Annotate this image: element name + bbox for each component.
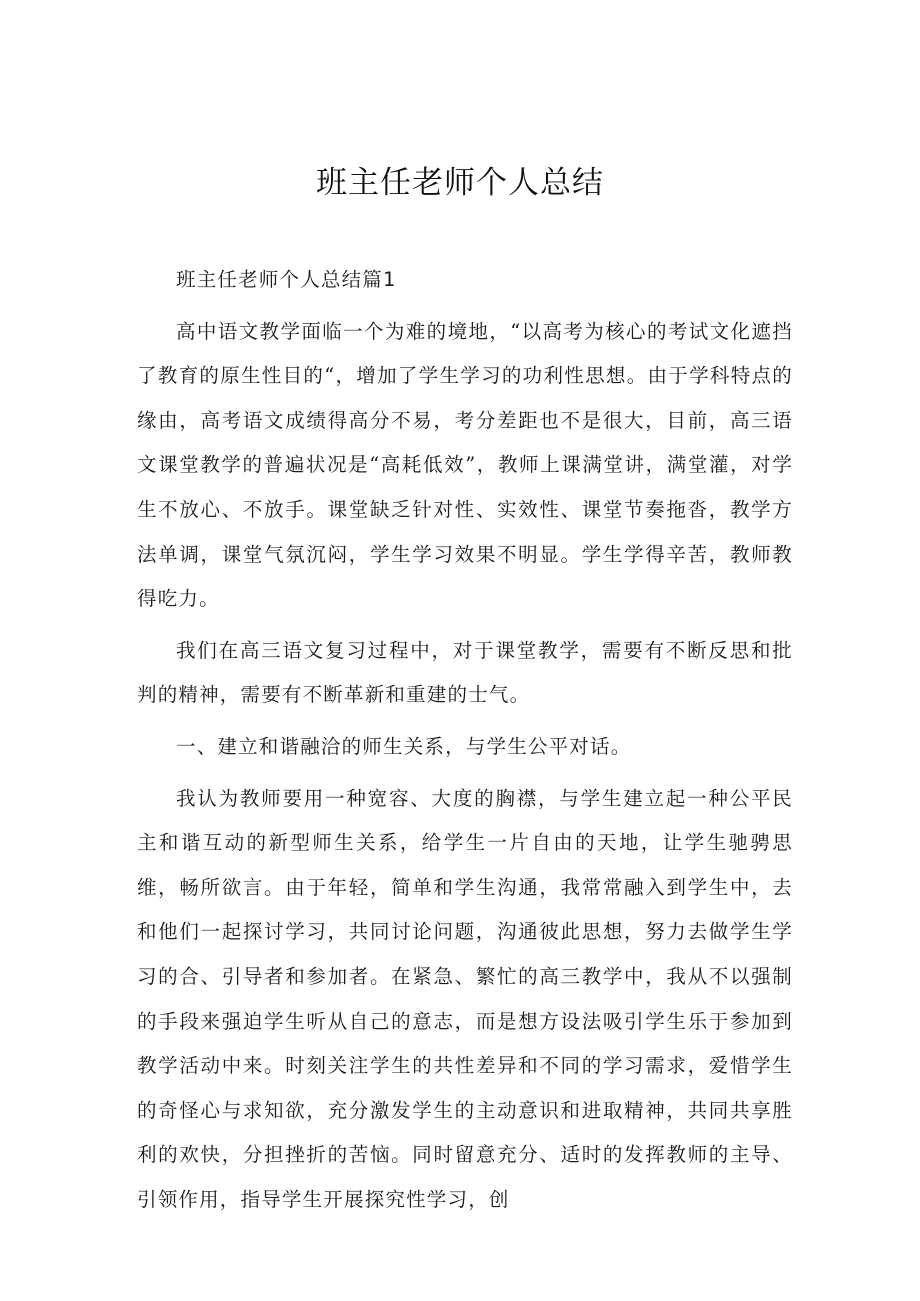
- subsection-heading: 一、建立和谐融洽的师生关系，与学生公平对话。: [176, 734, 632, 758]
- paragraph: 我们在高三语文复习过程中，对于课堂教学，需要有不断反思和批判的精神，需要有不断革新和重建的士气。: [137, 638, 793, 707]
- section-heading: 班主任老师个人总结篇1: [176, 268, 397, 291]
- document-title: 班主任老师个人总结: [316, 165, 604, 201]
- paragraph: 高中语文教学面临一个为难的境地，“以高考为核心的考试文化遮挡了教育的原生性目的“，增加了学生学习的功利性思想。由于学科特点的缘由，高考语文成绩得高分不易，考分差距也不是很大，目前，高三语文课堂教学的普遍状况是“高耗低效”，教师上课满堂讲，满堂灌，对学生不放心、不放手。课堂缺乏针对性、实效性、课堂节奏拖沓，教学方法单调，课堂气氛沉闷，学生学习效果不明显。学生学得辛苦，教师教得吃力。: [137, 319, 793, 611]
- document-body: [137, 258, 793, 1229]
- paragraph: 我认为教师要用一种宽容、大度的胸襟，与学生建立起一种公平民主和谐互动的新型师生关系，给学生一片自由的天地，让学生驰骋思维，畅所欲言。由于年轻，简单和学生沟通，我常常融入到学生中，去和他们一起探讨学习，共同讨论问题，沟通彼此思想，努力去做学生学习的合、引导者和参加者。在紧急、繁忙的高三教学中，我从不以强制的手段来强迫学生听从自己的意志，而是想方设法吸引学生乐于参加到教学活动中来。时刻关注学生的共性差异和不同的学习需求，爱惜学生的奇怪心与求知欲，充分激发学生的主动意识和进取精神，共同共享胜利的欢快，分担挫折的苦恼。同时留意充分、适时的发挥教师的主导、引领作用，指导学生开展探究性学习，创: [137, 786, 793, 1211]
